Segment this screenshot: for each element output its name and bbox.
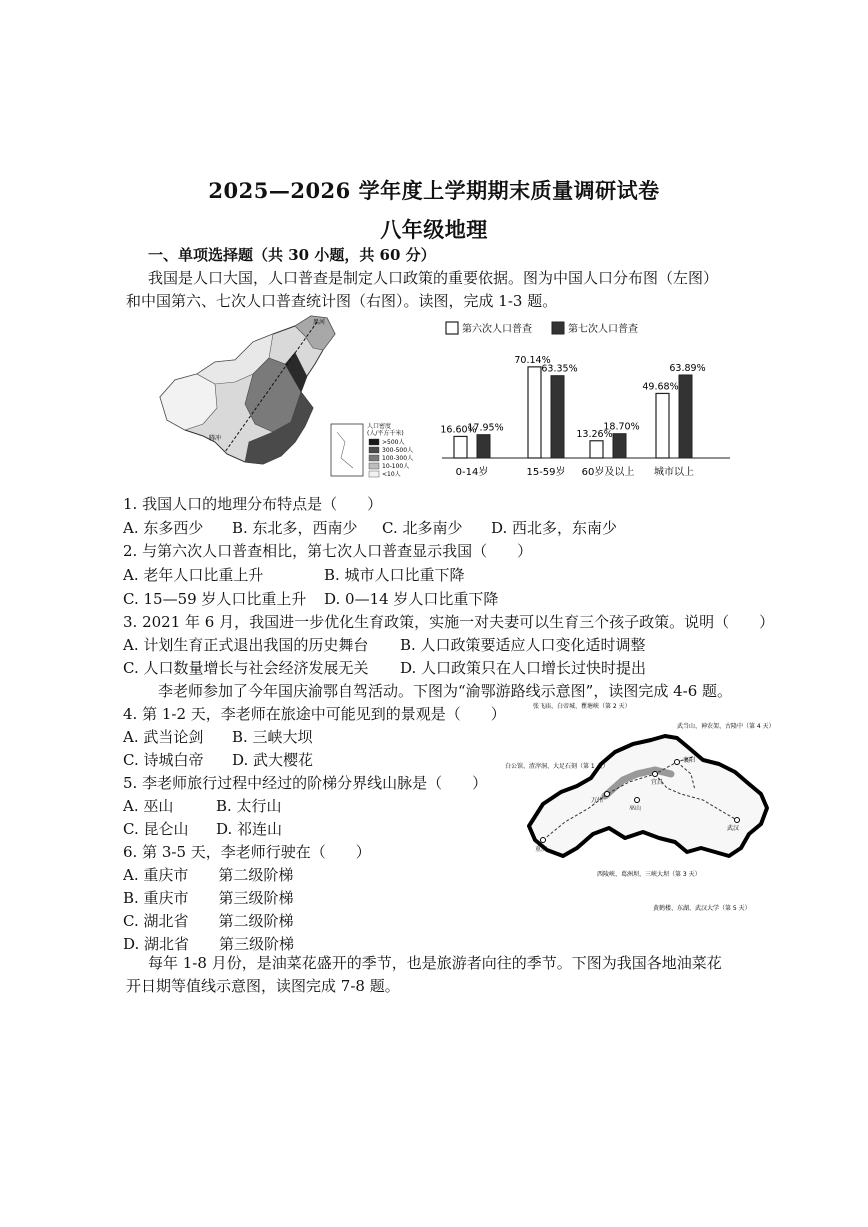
city-wushan: 巫山 [629, 805, 642, 812]
q3-option-a[interactable]: A. 计划生育正式退出我国的历史舞台 [123, 636, 369, 654]
legend-item-1: >500人 [382, 439, 405, 446]
bar-label-seventh-0: 17.95% [467, 422, 504, 434]
chart-legend [446, 322, 638, 335]
q4-option-c[interactable]: C. 诗城白帝 [123, 751, 204, 769]
q5-option-d[interactable]: D. 祁连山 [216, 820, 283, 838]
q6-option-d[interactable]: D. 湖北省 第三级阶梯 [123, 935, 295, 953]
q6-option-c[interactable]: C. 湖北省 第二级阶梯 [123, 912, 294, 930]
exam-subject: 八年级地理 [380, 217, 488, 242]
province-outline [529, 736, 767, 856]
south-sea-inset [331, 424, 363, 476]
legend-item-2: 300-500人 [382, 447, 414, 454]
intro1-line1: 我国是人口大国，人口普查是制定人口政策的重要依据。图为中国人口分布图（左图） [148, 269, 719, 287]
bar-label-sixth-2: 13.26% [576, 428, 613, 440]
q6-stem: 6. 第 3-5 天，李老师行驶在（ ） [123, 843, 371, 861]
q3-option-d[interactable]: D. 人口政策只在人口增长过快时提出 [400, 659, 647, 677]
bar-sixth-0 [454, 436, 467, 458]
bar-seventh-3 [679, 375, 692, 458]
china-population-map [145, 312, 435, 484]
q1-option-c[interactable]: C. 北多南少 [382, 519, 463, 537]
q4-option-b[interactable]: B. 三峡大坝 [232, 728, 313, 746]
label-day5: 黄鹤楼、东湖、武汉大学（第 5 天） [653, 905, 751, 912]
legend-unit: (人/平方千米) [367, 430, 404, 437]
q2-option-d[interactable]: D. 0—14 岁人口比重下降 [324, 590, 499, 608]
legend-swatch-seventh [552, 322, 564, 334]
intro3-line1: 每年 1-8 月份，是油菜花盛开的季节，也是旅游者向往的季节。下图为我国各地油菜花 [148, 954, 722, 972]
q4-option-d[interactable]: D. 武大樱花 [232, 751, 314, 769]
bar-sixth-2 [590, 441, 603, 458]
legend-title: 人口密度 [367, 423, 392, 430]
bar-seventh-2 [613, 434, 626, 458]
legend-item-4: 10-100人 [382, 463, 410, 470]
q2-option-c[interactable]: C. 15—59 岁人口比重上升 [123, 590, 307, 608]
map-legend [367, 422, 413, 478]
q3-stem: 3. 2021 年 6 月，我国进一步优化生育政策，实施一对夫妻可以生育三个孩子政策。说明（ ） [123, 613, 775, 631]
city-xiangyang: 襄阳 [683, 757, 696, 764]
q2-option-b[interactable]: B. 城市人口比重下降 [324, 566, 465, 584]
q3-option-c[interactable]: C. 人口数量增长与社会经济发展无关 [123, 659, 369, 677]
q3-option-b[interactable]: B. 人口政策要适应人口变化适时调整 [400, 636, 646, 654]
city-marker-yichang [653, 772, 658, 777]
q2-option-a[interactable]: A. 老年人口比重上升 [123, 566, 264, 584]
census-bar-chart [440, 315, 732, 487]
q5-option-a[interactable]: A. 巫山 [123, 797, 174, 815]
city-wuhan: 武汉 [727, 825, 740, 832]
section-heading: 一、单项选择题（共 30 小题，共 60 分） [148, 246, 436, 264]
city-chongqing: 重庆 [535, 846, 548, 853]
route-map [505, 700, 781, 924]
q2-stem: 2. 与第六次人口普查相比，第七次人口普查显示我国（ ） [123, 542, 533, 560]
bar-label-sixth-1: 70.14% [514, 354, 551, 366]
intro2: 李老师参加了今年国庆渝鄂自驾活动。下图为“渝鄂游路线示意图”，读图完成 4-6 题。 [158, 682, 733, 700]
q1-stem: 1. 我国人口的地理分布特点是（ ） [123, 495, 383, 513]
legend-label-sixth: 第六次人口普查 [462, 324, 532, 335]
label-day4: 武当山、神农架、古隆中（第 4 天） [677, 723, 775, 730]
bar-sixth-1 [528, 367, 541, 458]
bar-label-sixth-0: 16.60% [440, 424, 477, 436]
category-label-2: 60岁及以上 [581, 467, 635, 478]
bar-label-sixth-3: 49.68% [642, 381, 679, 393]
city-marker-wanzhou [605, 792, 610, 797]
legend-item-5: <10人 [382, 471, 401, 478]
city-marker-wushan [635, 798, 640, 803]
china-outline [160, 316, 335, 464]
category-label-0: 0-14岁 [455, 467, 489, 478]
bar-label-seventh-1: 63.35% [541, 363, 578, 375]
legend-item-3: 100-300人 [382, 455, 414, 462]
city-wanzhou: 万州 [591, 797, 604, 804]
q6-option-a[interactable]: A. 重庆市 第二级阶梯 [123, 866, 294, 884]
exam-title: 2025—2026 学年度上学期期末质量调研试卷 [208, 178, 660, 203]
bar-label-seventh-3: 63.89% [669, 362, 706, 374]
label-day1: 白公馆、渣滓洞、大足石刻（第 1 天） [505, 763, 609, 770]
q6-option-b[interactable]: B. 重庆市 第三级阶梯 [123, 889, 294, 907]
intro3-line2: 开日期等值线示意图，读图完成 7-8 题。 [126, 977, 400, 995]
label-day3: 西陵峡、葛洲坝、三峡大坝（第 3 天） [597, 871, 701, 878]
q5-stem: 5. 李老师旅行过程中经过的阶梯分界线山脉是（ ） [123, 774, 488, 792]
label-heihe: 黑河 [313, 319, 326, 326]
intro1-line2: 和中国第六、七次人口普查统计图（右图）。读图，完成 1-3 题。 [126, 292, 558, 310]
q5-option-c[interactable]: C. 昆仑山 [123, 820, 189, 838]
bar-seventh-1 [551, 376, 564, 458]
city-marker-chongqing [541, 838, 546, 843]
legend-swatch-sixth [446, 322, 458, 334]
category-label-1: 15-59岁 [526, 467, 566, 478]
q5-option-b[interactable]: B. 太行山 [216, 797, 282, 815]
q1-option-d[interactable]: D. 西北多，东南少 [491, 519, 618, 537]
legend-label-seventh: 第七次人口普查 [568, 324, 638, 335]
q1-option-a[interactable]: A. 东多西少 [123, 519, 204, 537]
city-marker-wuhan [735, 818, 740, 823]
city-marker-xiangyang [675, 760, 680, 765]
label-day2: 张飞庙、白帝城、瞿塘峡（第 2 天） [533, 703, 631, 710]
q4-stem: 4. 第 1-2 天，李老师在旅途中可能见到的景观是（ ） [123, 705, 506, 723]
bar-sixth-3 [656, 393, 669, 458]
q1-option-b[interactable]: B. 东北多，西南少 [232, 519, 358, 537]
label-tengchong: 腾冲 [209, 435, 222, 442]
category-label-3: 城市以上 [654, 467, 694, 478]
q4-option-a[interactable]: A. 武当论剑 [123, 728, 204, 746]
city-yichang: 宜昌 [651, 779, 664, 786]
bar-label-seventh-2: 18.70% [603, 421, 640, 433]
bar-seventh-0 [477, 435, 490, 458]
